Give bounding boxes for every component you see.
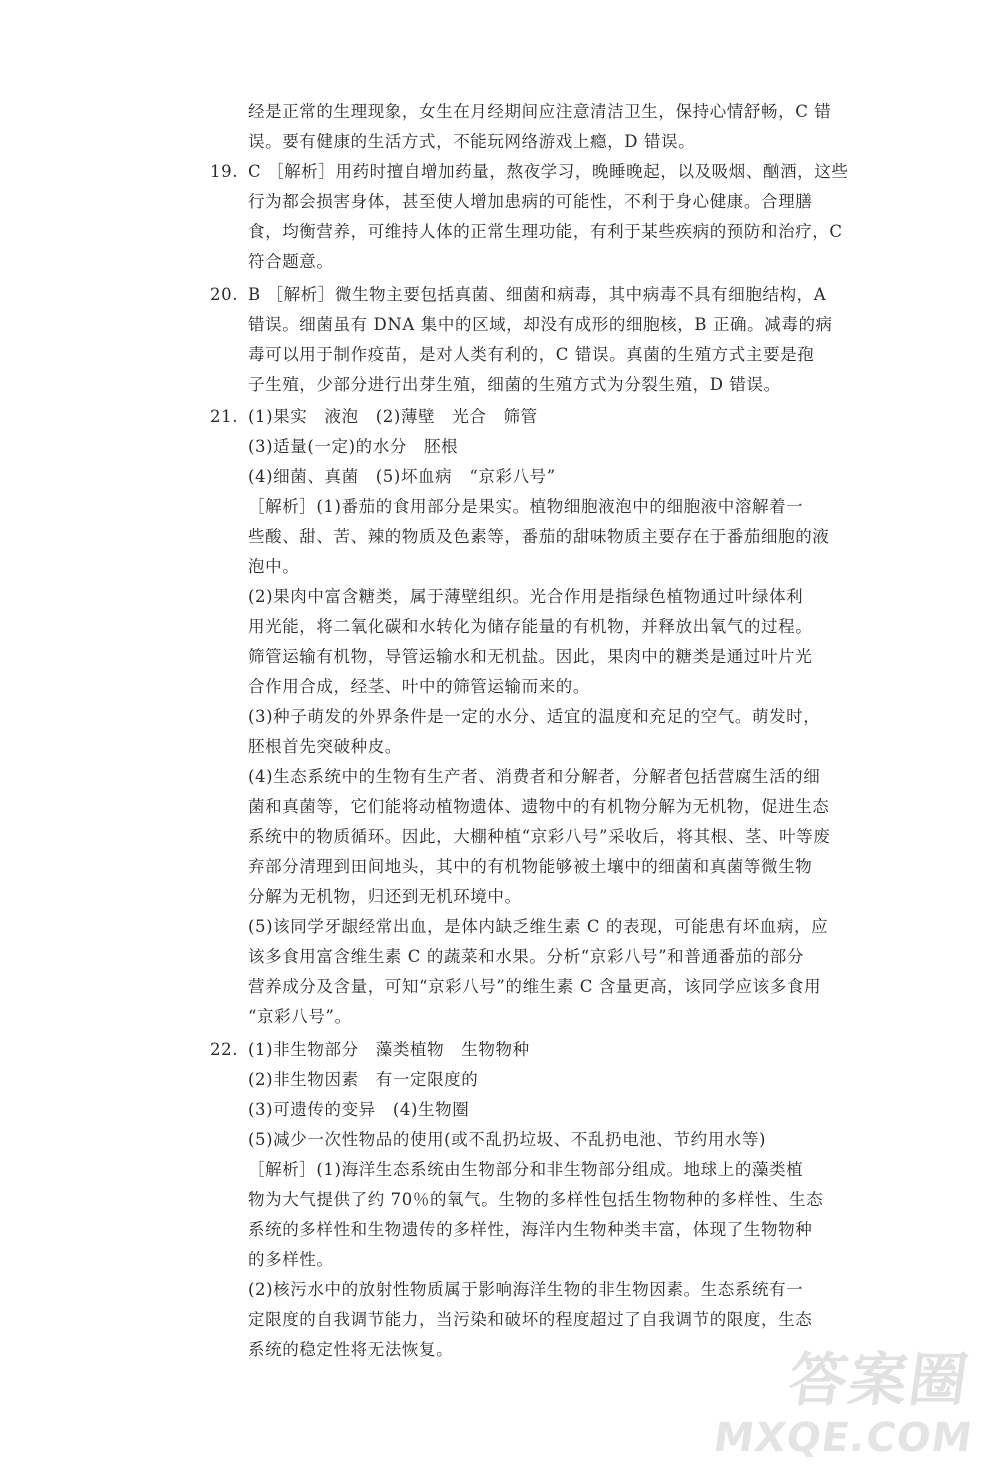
text-line: (2)非生物因素 有一定限度的 [248,1070,479,1089]
text-line: 系统的稳定性将无法恢复。 [248,1340,454,1359]
text-line: (2)果肉中富含糖类，属于薄壁组织。光合作用是指绿色植物通过叶绿体利 [248,587,804,606]
watermark-url: MXQE.COM [710,1415,976,1461]
text-line: 定限度的自我调节能力，当污染和破坏的程度超过了自我调节的限度，生态 [248,1310,813,1329]
text-line: 符合题意。 [248,252,334,271]
text-line: 毒可以用于制作疫苗，是对人类有利的，C 错误。真菌的生殖方式主要是孢 [248,345,815,364]
text-line: ［解析］(1)海洋生态系统由生物部分和非生物部分组成。地球上的藻类植 [248,1160,804,1179]
text-line: 物为大气提供了约 70％的氧气。生物的多样性包括生物物种的多样性、生态 [248,1190,824,1209]
text-line: (3)可遗传的变异 (4)生物圈 [248,1100,470,1119]
text-line: 合作用合成，经茎、叶中的筛管运输而来的。 [248,677,590,696]
question-number-19: 19. [210,162,239,181]
text-line: (5)该同学牙龈经常出血，是体内缺乏维生素 C 的表现，可能患有坏血病，应 [248,917,829,936]
question-number-22: 22. [210,1040,239,1059]
text-line: (1)果实 液泡 (2)薄壁 光合 筛管 [248,407,538,426]
text-line: B ［解析］微生物主要包括真菌、细菌和病毒，其中病毒不具有细胞结构，A [248,285,827,304]
text-line: 误。要有健康的生活方式，不能玩网络游戏上瘾，D 错误。 [248,132,696,151]
watermark [710,1333,978,1463]
text-line: 菌和真菌等，它们能将动植物遗体、遗物中的有机物分解为无机物，促进生态 [248,797,830,816]
text-line: 错误。细菌虽有 DNA 集中的区域，却没有成形的细胞核，B 正确。减毒的病 [248,315,833,334]
text-line: (4)细菌、真菌 (5)坏血病 “京彩八号” [248,467,556,486]
text-line: 营养成分及含量，可知“京彩八号”的维生素 C 含量更高，该同学应该多食用 [248,977,822,996]
text-line: 行为都会损害身体，甚至使人增加患病的可能性，不利于身心健康。合理膳 [248,192,813,211]
question-number-20: 20. [210,285,239,304]
text-line: (1)非生物部分 藻类植物 生物物种 [248,1040,530,1059]
text-line: 系统的多样性和生物遗传的多样性，海洋内生物种类丰富，体现了生物物种 [248,1220,813,1239]
text-line: C ［解析］用药时擅自增加药量，熬夜学习，晚睡晚起，以及吸烟、酗酒，这些 [248,162,849,181]
text-line: 子生殖，少部分进行出芽生殖，细菌的生殖方式为分裂生殖，D 错误。 [248,375,781,394]
text-line: (3)种子萌发的外界条件是一定的水分、适宜的温度和充足的空气。萌发时， [248,707,821,726]
text-line: 弃部分清理到田间地头，其中的有机物能够被土壤中的细菌和真菌等微生物 [248,857,813,876]
text-line: 泡中。 [248,557,300,576]
text-line: (3)适量(一定)的水分 胚根 [248,437,459,456]
text-line: 的多样性。 [248,1250,334,1269]
text-line: 胚根首先突破种皮。 [248,737,402,756]
text-line: (2)核污水中的放射性物质属于影响海洋生物的非生物因素。生态系统有一 [248,1280,804,1299]
question-number-21: 21. [210,407,239,426]
text-line: 用光能，将二氧化碳和水转化为储存能量的有机物，并释放出氧气的过程。 [248,617,813,636]
text-line: “京彩八号”。 [248,1007,352,1026]
text-line: (4)生态系统中的生物有生产者、消费者和分解者，分解者包括营腐生活的细 [248,767,821,786]
text-line: 筛管运输有机物，导管运输水和无机盐。因此，果肉中的糖类是通过叶片光 [248,647,813,666]
watermark-logo: 答案圈 [784,1346,975,1414]
text-line: 分解为无机物，归还到无机环境中。 [248,887,522,906]
text-line: 经是正常的生理现象，女生在月经期间应注意清洁卫生，保持心情舒畅，C 错 [248,102,832,121]
text-line: 些酸、甜、苦、辣的物质及色素等，番茄的甜味物质主要存在于番茄细胞的液 [248,527,830,546]
text-line: 食，均衡营养，可维持人体的正常生理功能，有利于某些疾病的预防和治疗，C [248,222,843,241]
text-line: 系统中的物质循环。因此，大棚种植“京彩八号”采收后，将其根、茎、叶等废 [248,827,831,846]
text-line: 该多食用富含维生素 C 的蔬菜和水果。分析“京彩八号”和普通番茄的部分 [248,947,804,966]
text-line: ［解析］(1)番茄的食用部分是果实。植物细胞液泡中的细胞液中溶解着一 [248,497,804,516]
text-line: (5)减少一次性物品的使用(或不乱扔垃圾、不乱扔电池、节约用水等) [248,1130,767,1149]
